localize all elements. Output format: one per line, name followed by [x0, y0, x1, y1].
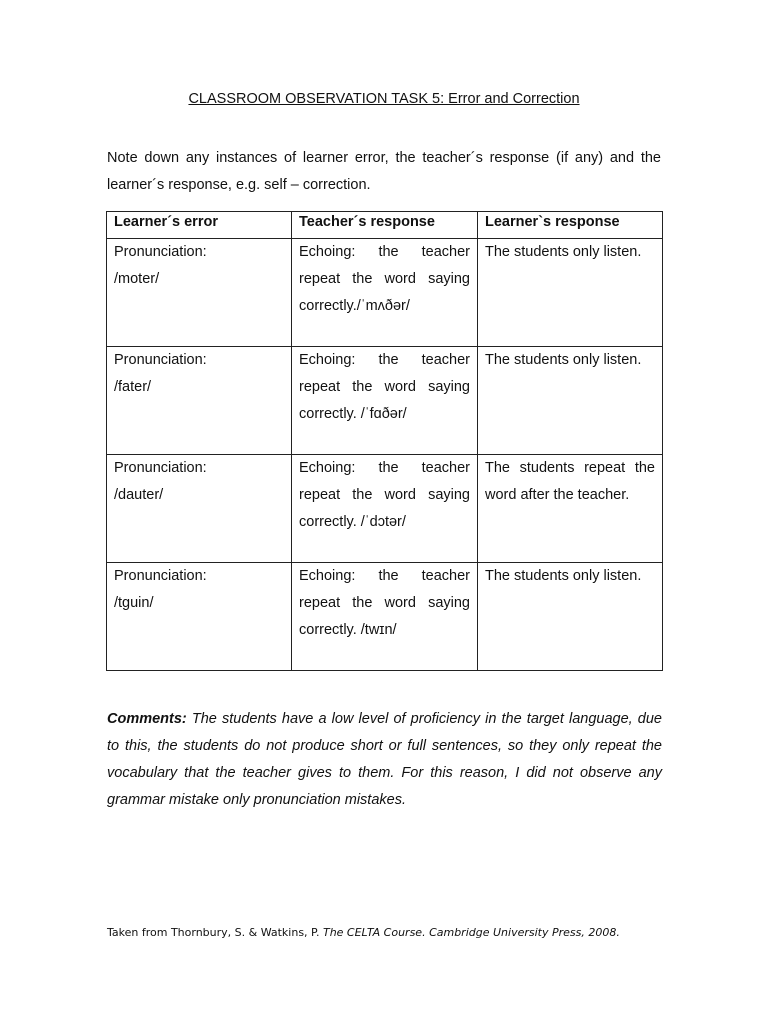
learner-error-cell-line: /fater/	[114, 379, 152, 395]
learner-error-cell-line: Pronunciation:	[114, 352, 207, 368]
table-row	[107, 455, 663, 563]
teacher-response-cell-line: Echoing: the teacher	[299, 244, 470, 260]
table-row	[107, 239, 663, 347]
teacher-response-cell-line: repeat the word saying	[299, 271, 470, 287]
teacher-response-cell	[292, 455, 478, 563]
teacher-response-cell-line: Echoing: the teacher	[299, 568, 470, 584]
teacher-response-cell	[292, 563, 478, 671]
learner-error-cell	[107, 347, 292, 455]
teacher-response-cell	[292, 239, 478, 347]
learner-error-cell	[107, 563, 292, 671]
learner-error-cell-line: Pronunciation:	[114, 244, 207, 260]
comments-label: Comments:	[107, 711, 187, 727]
citation-work: The CELTA Course. Cambridge University Press, 2008.	[322, 926, 620, 939]
learner-error-cell	[107, 239, 292, 347]
teacher-response-cell	[292, 347, 478, 455]
learner-response-cell	[478, 239, 663, 347]
teacher-response-cell-line: correctly. /twɪn/	[299, 622, 397, 638]
teacher-response-cell-line: repeat the word saying	[299, 595, 470, 611]
citation-footer	[107, 926, 620, 939]
learner-response-cell-line: word after the teacher.	[485, 487, 630, 503]
learner-error-cell-line: Pronunciation:	[114, 460, 207, 476]
learner-response-cell	[478, 455, 663, 563]
observation-table	[106, 211, 663, 671]
teacher-response-cell-line: correctly./ˈmʌðər/	[299, 298, 410, 314]
teacher-response-cell-line: correctly. /ˈdɔtər/	[299, 514, 406, 530]
learner-response-cell	[478, 347, 663, 455]
teacher-response-cell-line: Echoing: the teacher	[299, 460, 470, 476]
table-row	[107, 563, 663, 671]
learner-response-cell-line: The students only listen.	[485, 568, 642, 584]
column-header-learner-error: Learner´s error	[107, 212, 292, 239]
citation-prefix: Taken from Thornbury, S. & Watkins, P.	[107, 926, 323, 939]
learner-error-cell-line: /tguin/	[114, 595, 154, 611]
learner-response-cell-line: The students only listen.	[485, 352, 642, 368]
comments-paragraph	[107, 706, 662, 814]
teacher-response-cell-line: Echoing: the teacher	[299, 352, 470, 368]
table-header-row	[107, 212, 663, 239]
comments-text: The students have a low level of proficiency in the target language, due to this, the students do not produce short or full sentences, so they only repeat the vocabulary that the teacher gives to them. For this reason, I did not observe any grammar mistake only pronunciation mistakes.	[107, 711, 662, 808]
learner-response-cell	[478, 563, 663, 671]
table-row	[107, 347, 663, 455]
learner-response-cell-line: The students only listen.	[485, 244, 642, 260]
learner-error-cell	[107, 455, 292, 563]
learner-response-cell-line: The students repeat the	[485, 460, 655, 476]
teacher-response-cell-line: correctly. /ˈfɑðər/	[299, 406, 407, 422]
column-header-teacher-response: Teacher´s response	[292, 212, 478, 239]
teacher-response-cell-line: repeat the word saying	[299, 379, 470, 395]
instructions-text: Note down any instances of learner error, the teacher´s response (if any) and the learner´s response, e.g. self – correction.	[107, 150, 661, 193]
column-header-learner-response: Learner`s response	[478, 212, 663, 239]
learner-error-cell-line: Pronunciation:	[114, 568, 207, 584]
learner-error-cell-line: /dauter/	[114, 487, 164, 503]
teacher-response-cell-line: repeat the word saying	[299, 487, 470, 503]
page-title: CLASSROOM OBSERVATION TASK 5: Error and Correction	[188, 91, 580, 107]
learner-error-cell-line: /moter/	[114, 271, 160, 287]
